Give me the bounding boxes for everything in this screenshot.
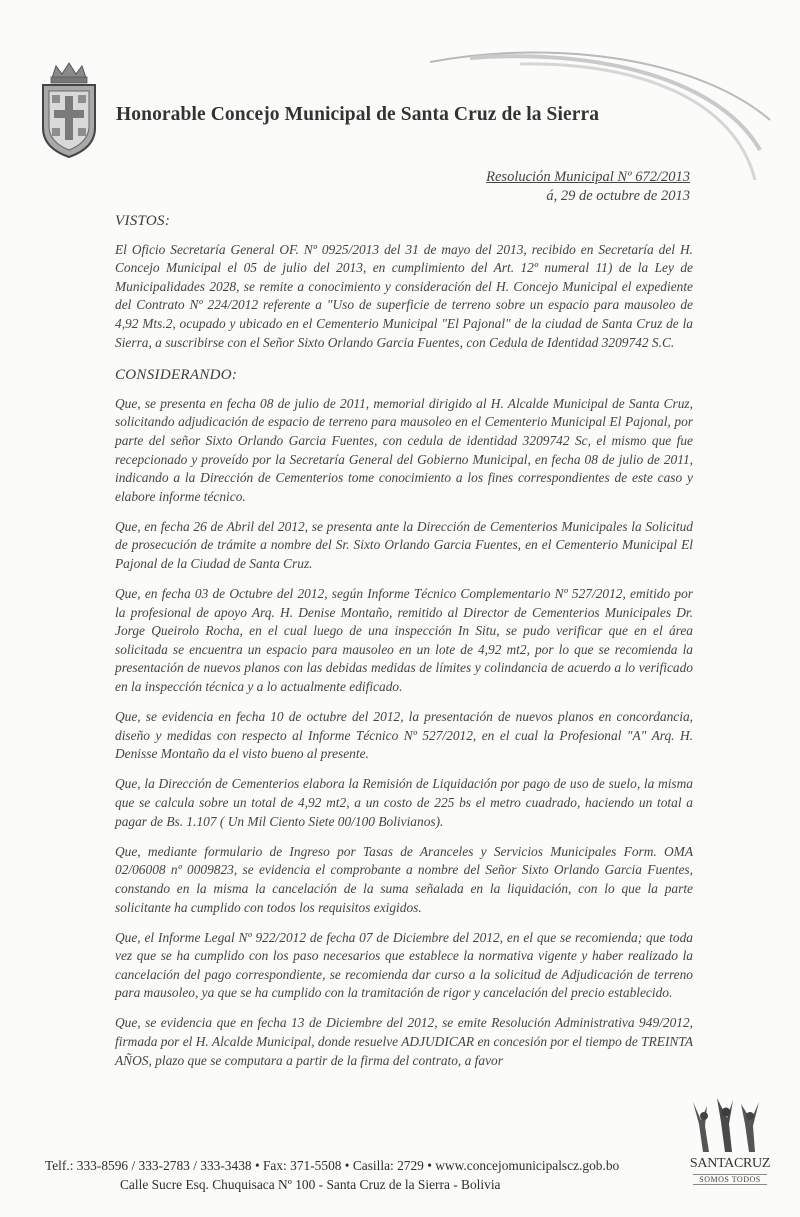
resolution-number: Resolución Municipal Nº 672/2013 (486, 169, 690, 185)
coat-of-arms-icon (38, 60, 100, 160)
organization-title: Honorable Concejo Municipal de Santa Cruz de la Sierra (116, 104, 600, 125)
vistos-paragraph: El Oficio Secretaría General OF. Nº 0925/2013 del 31 de mayo del 2013, recibido en Secretaría del H. Concejo Municipal el 05 de julio del 2013, en cumplimiento del Art. 12º numeral 11) de la Ley de Municipalidades 2028, se remite a conocimiento y consideración del H. Concejo Municipal el expediente del Contrato Nº 224/2012 referente a "Uso de superficie de terreno sobre un espacio para mausoleo de 4,92 Mts.2, ocupado y ubicado en el Cementerio Municipal "El Pajonal" de la ciudad de Santa Cruz de la Sierra, a suscribirse con el Señor Sixto Orlando Garcia Fuentes, con Cedula de Identidad 3209742 S.C. (115, 241, 693, 350)
footer-contact (45, 1156, 645, 1194)
footer-contact-line: Telf.: 333-8596 / 333-2783 / 333-3438 • Fax: 371-5508 • Casilla: 2729 • www.concejomunicipalscz.gob.bo (45, 1158, 620, 1173)
considerando-paragraph: Que, en fecha 26 de Abril del 2012, se presenta ante la Dirección de Cementerios Municipales la Solicitud de prosecución de trámite a nombre del Sr. Sixto Orlando Garcia Fuentes, en el Cementerio Municipal El Pajonal de la Ciudad de Santa Cruz. (115, 518, 693, 571)
considerando-heading: CONSIDERANDO: (115, 367, 238, 384)
considerando-paragraph: Que, se evidencia en fecha 10 de octubre del 2012, la presentación de nuevos planos en concordancia, diseño y medidas con respecto al Informe Técnico Nº 527/2012, en el cual la Profesional "A" Arq. H. Denisse Montaño da el visto bueno al presente. (115, 709, 693, 762)
considerando-paragraph: Que, mediante formulario de Ingreso por Tasas de Aranceles y Servicios Municipales Form. OMA 02/06008 nº 0009823, se evidencia el comprobante a nombre del Señor Sixto Orlando Garcia Fuentes, constando en la misma la cancelación de la suma señalada en la liquidación, con lo que la parte solicitante ha cumplido con todos los requisitos exigidos. (115, 843, 693, 915)
santa-cruz-logo (685, 1094, 775, 1194)
considerando-paragraph: Que, se evidencia que en fecha 13 de Diciembre del 2012, se emite Resolución Administrativa 949/2012, firmada por el H. Alcalde Municipal, donde resuelve ADJUDICAR en concesión por el tiempo de TREINTA AÑOS, plazo que se computara a partir de la firma del contrato, a favor (115, 1015, 693, 1068)
considerando-paragraph: Que, la Dirección de Cementerios elabora la Remisión de Liquidación por pago de uso de suelo, la misma que se calcula sobre un total de 4,92 mt2, a un costo de 225 bs el metro cuadrado, haciendo un total a pagar de Bs. 1.107 ( Un Mil Ciento Siete 00/100 Bolivianos). (115, 776, 693, 829)
santa-cruz-logo-tagline: SOMOS TODOS (693, 1174, 767, 1185)
vistos-heading: VISTOS: (115, 213, 171, 229)
resolution-block (486, 168, 690, 206)
santa-cruz-figures-icon (685, 1094, 775, 1156)
considerando-paragraph: Que, en fecha 03 de Octubre del 2012, según Informe Técnico Complementario Nº 527/2012, emitido por la profesional de apoyo Arq. H. Denise Montaño, remitido al Director de Cementerios Municipales Dr. Jorge Queirolo Rocha, en el cual luego de una inspección In Situ, se pudo verificar que en el área solicitada se encuentra un espacio para mausoleo en un lote de 4,92 mt2, por lo que se recomienda la presentación de nuevos planos con las debidas medidas de límites y colindancia de acuerdo a lo verificado en la inspección técnica y a lo actualmente edificado. (115, 586, 693, 695)
considerando-paragraph: Que, el Informe Legal Nº 922/2012 de fecha 07 de Diciembre del 2012, en el que se recomienda; que toda vez que se ha cumplido con los paso necesarios que establece la normativa vigente y haber realizado la cancelación del pago correspondiente, se recomienda dar curso a la solicitud de Adjudicación de terreno para mausoleo, ya que se ha cumplido con la tramitación de rigor y cancelación del precio establecido. (115, 929, 693, 1001)
considerando-paragraph: Que, se presenta en fecha 08 de julio de 2011, memorial dirigido al H. Alcalde Municipal de Santa Cruz, solicitando adjudicación de espacio de terreno para mausoleo en el Cementerio Municipal El Pajonal, por parte del señor Sixto Orlando Garcia Fuentes, con cedula de identidad 3209742 Sc, el mismo que fue recepcionado y proveído por la Secretaría General del Gobierno Municipal, en fecha 08 de julio de 2011, indicando a la Dirección de Cementerios tome conocimiento a los fines correspondientes de este caso y elabore informe técnico. (115, 395, 693, 504)
footer-address-line: Calle Sucre Esq. Chuquisaca Nº 100 - Santa Cruz de la Sierra - Bolivia (120, 1177, 501, 1192)
resolution-date: á, 29 de octubre de 2013 (546, 188, 690, 204)
document-body (115, 212, 693, 1082)
santa-cruz-logo-text: SANTACRUZ (689, 1156, 771, 1171)
